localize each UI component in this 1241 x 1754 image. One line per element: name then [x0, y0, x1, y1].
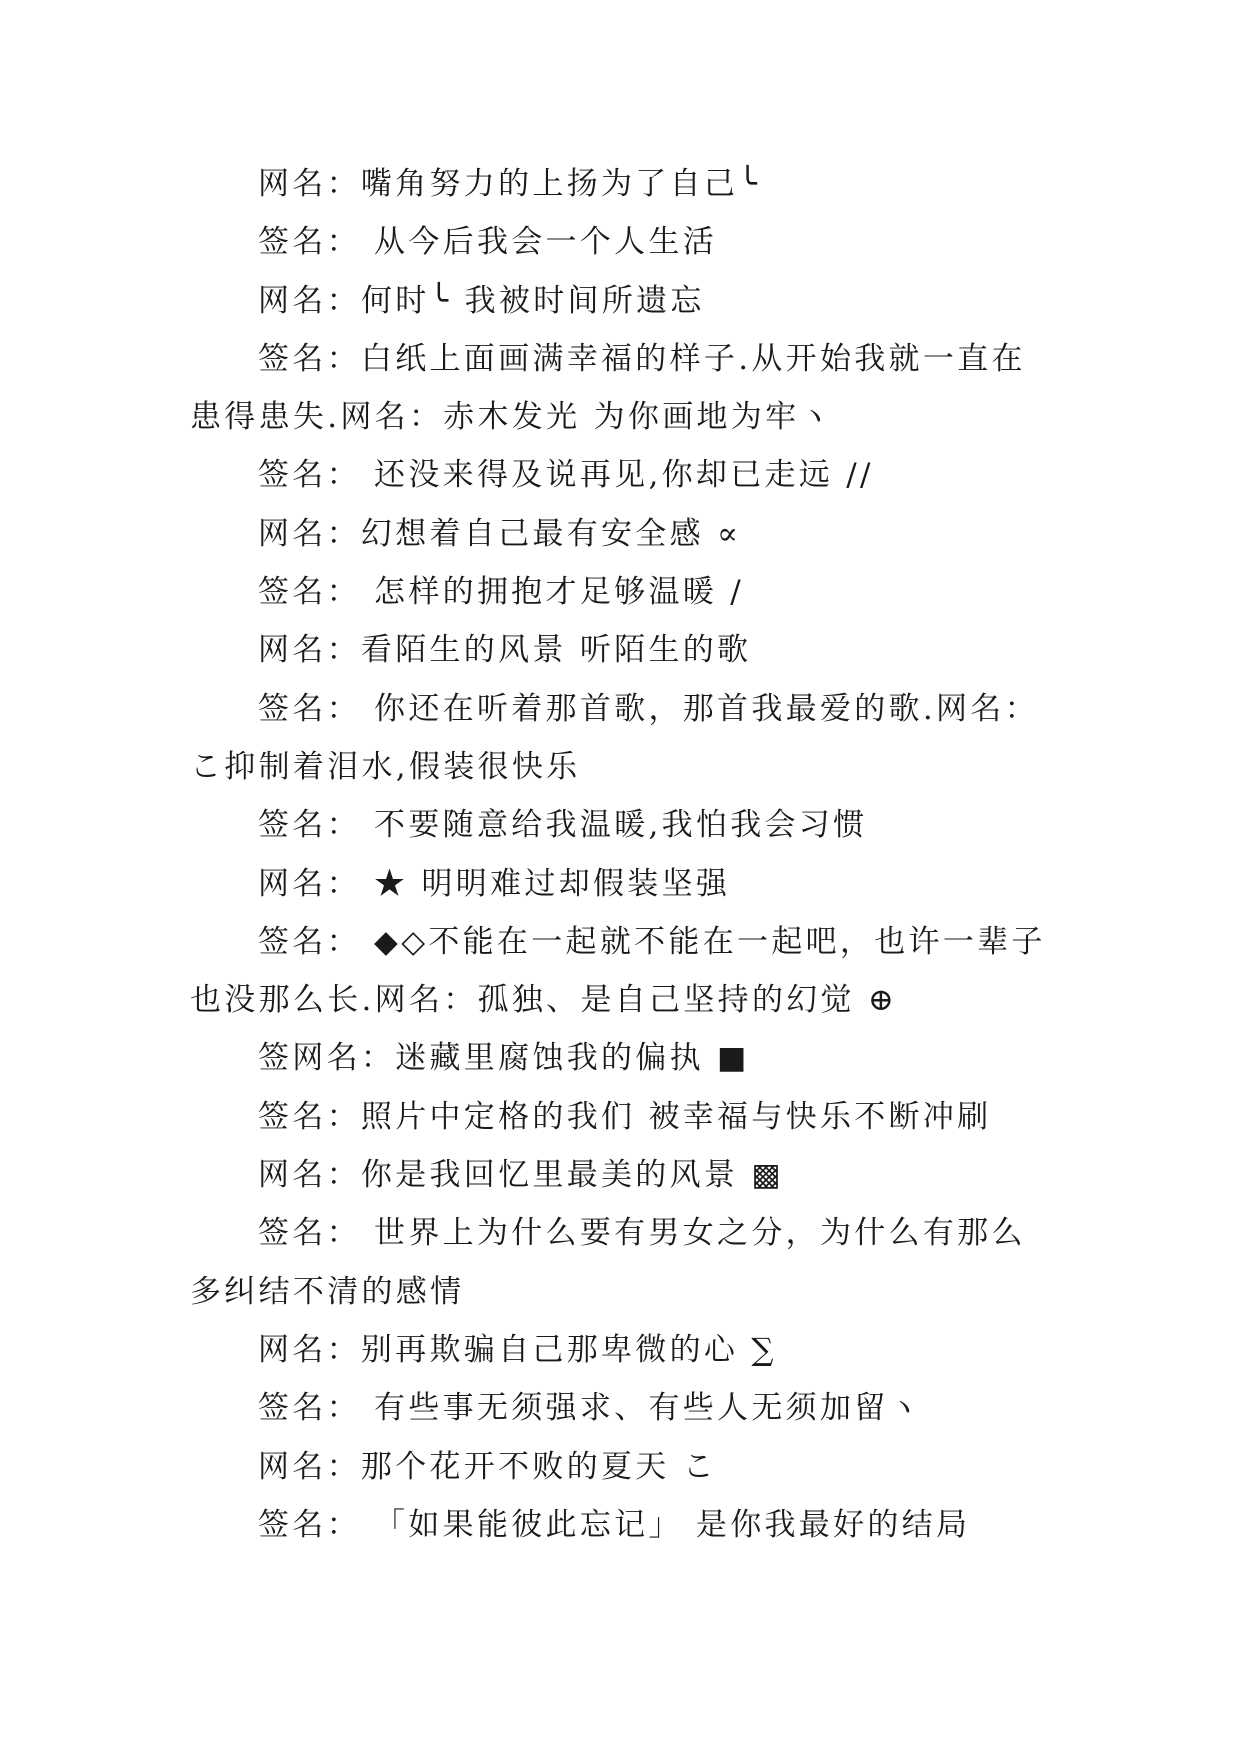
paragraph-9: 签名： 你还在听着那首歌，那首我最爱的歌.网名：こ抑制着泪水,假装很快乐	[190, 690, 1039, 785]
paragraph-8: 网名：看陌生的风景 听陌生的歌	[258, 632, 752, 669]
paragraph-11: 网名： ★ 明明难过却假装坚强	[258, 865, 731, 902]
paragraph-3: 网名：何时╰ 我被时间所遗忘	[258, 282, 705, 319]
paragraph-14: 签名：照片中定格的我们 被幸福与快乐不断冲刷	[258, 1098, 992, 1135]
paragraph-7: 签名： 怎样的拥抱才足够温暖 /	[258, 574, 744, 611]
paragraph-5: 签名： 还没来得及说再见,你却已走远 //	[258, 457, 874, 494]
paragraph-2: 签名： 从今后我会一个人生活	[258, 224, 718, 261]
paragraph-4: 签名：白纸上面画满幸福的样子.从开始我就一直在患得患失.网名：赤木发光 为你画地为牢ヽ	[190, 340, 1026, 436]
document-body	[190, 155, 1060, 1554]
paragraph-1: 网名：嘴角努力的上扬为了自己╰	[258, 166, 761, 202]
paragraph-17: 网名：别再欺骗自己那卑微的心 ∑	[258, 1331, 777, 1368]
paragraph-20: 签名： 「如果能彼此忘记」 是你我最好的结局	[258, 1506, 971, 1543]
paragraph-19: 网名：那个花开不败的夏天 こ	[258, 1448, 718, 1485]
paragraph-13: 签网名：迷藏里腐蚀我的偏执 ■	[258, 1040, 750, 1077]
paragraph-10: 签名： 不要随意给我温暖,我怕我会习惯	[258, 807, 868, 844]
paragraph-16: 签名： 世界上为什么要有男女之分，为什么有那么多纠结不清的感情	[190, 1215, 1026, 1310]
paragraph-18: 签名： 有些事无须强求、有些人无须加留ヽ	[258, 1390, 923, 1427]
paragraph-12: 签名： ◆◇不能在一起就不能在一起吧，也许一辈子也没那么长.网名：孤独、是自己坚持的幻觉 ⊕	[190, 923, 1046, 1019]
paragraph-6: 网名：幻想着自己最有安全感 ∝	[258, 515, 742, 552]
paragraph-15: 网名：你是我回忆里最美的风景 ▩	[258, 1157, 784, 1194]
